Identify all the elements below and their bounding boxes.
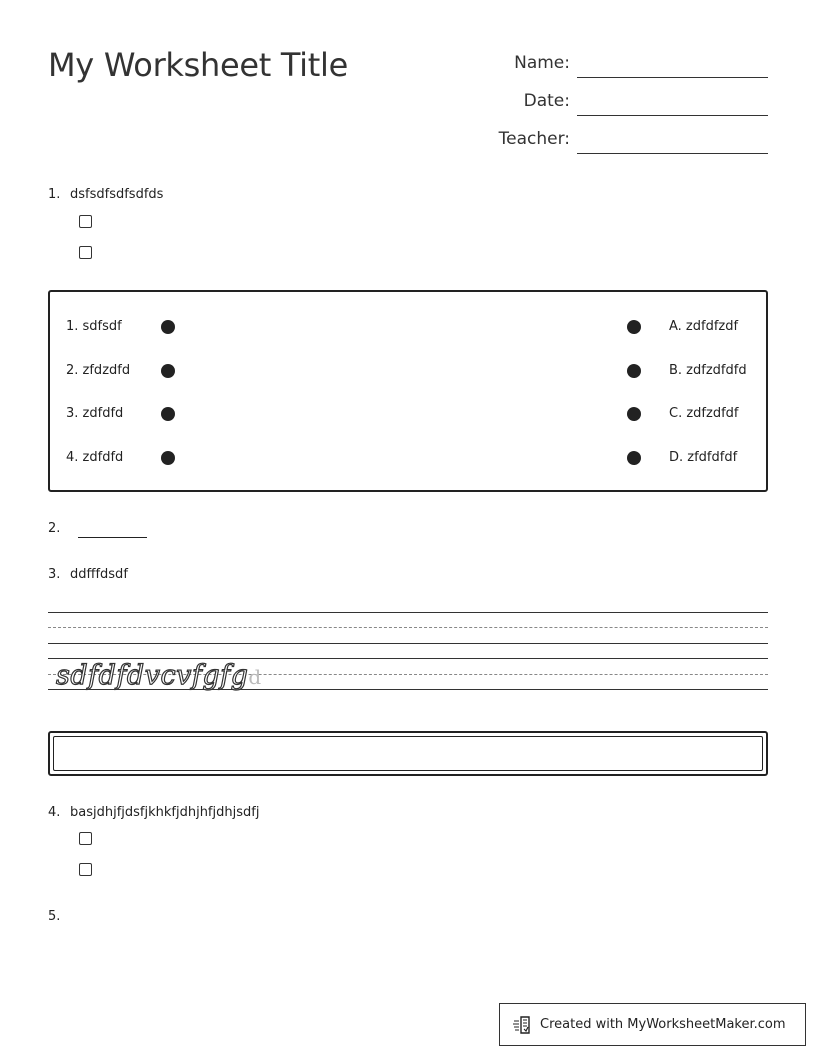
match-left-item-3: 3. zdfdfd [66, 406, 124, 421]
question-5-number: 5. [48, 909, 61, 924]
worksheet-title: My Worksheet Title [48, 46, 348, 84]
match-left-dot-4[interactable] [161, 451, 175, 465]
handwriting-base-line-1[interactable] [48, 643, 768, 644]
worksheet-maker-logo-icon [512, 1014, 534, 1036]
name-field-line[interactable] [577, 77, 768, 78]
date-field-line[interactable] [577, 115, 768, 116]
question-1-checkbox-1[interactable] [79, 215, 92, 228]
question-4-checkbox-2[interactable] [79, 863, 92, 876]
tracing-text-main: sdfdfdvcvfgfg [56, 660, 249, 691]
match-left-item-4: 4. zdfdfd [66, 450, 124, 465]
tracing-text-tail: d [248, 665, 262, 689]
match-left-dot-2[interactable] [161, 364, 175, 378]
handwriting-top-line-2 [48, 658, 768, 659]
answer-box-inner-border [53, 736, 763, 771]
handwriting-mid-line-1 [48, 627, 768, 628]
footer-badge[interactable] [499, 1003, 806, 1046]
answer-box[interactable] [48, 731, 768, 776]
match-right-item-3: C. zdfzdfdf [669, 406, 739, 421]
question-1-text: dsfsdfsdfsdfds [70, 187, 164, 202]
match-left-dot-1[interactable] [161, 320, 175, 334]
match-left-item-1: 1. sdfsdf [66, 319, 122, 334]
question-1-checkbox-2[interactable] [79, 246, 92, 259]
match-right-dot-4[interactable] [627, 451, 641, 465]
footer-text: Created with MyWorksheetMaker.com [540, 1017, 786, 1032]
match-right-dot-1[interactable] [627, 320, 641, 334]
date-label: Date: [523, 91, 570, 111]
match-right-item-1: A. zdfdfzdf [669, 319, 739, 334]
tracing-text [56, 660, 262, 691]
teacher-label: Teacher: [498, 129, 570, 149]
handwriting-top-line-1 [48, 612, 768, 613]
match-right-dot-3[interactable] [627, 407, 641, 421]
question-3-number: 3. [48, 567, 61, 582]
match-right-dot-2[interactable] [627, 364, 641, 378]
match-right-item-4: D. zfdfdfdf [669, 450, 738, 465]
question-4-text: basjdhjfjdsfjkhkfjdhjhfjdhjsdfj [70, 805, 260, 820]
teacher-field-line[interactable] [577, 153, 768, 154]
name-label: Name: [514, 53, 570, 73]
match-left-dot-3[interactable] [161, 407, 175, 421]
question-4-checkbox-1[interactable] [79, 832, 92, 845]
match-left-item-2: 2. zfdzdfd [66, 363, 131, 378]
question-1-number: 1. [48, 187, 61, 202]
question-4-number: 4. [48, 805, 61, 820]
matching-box [48, 290, 768, 492]
match-right-item-2: B. zdfzdfdfd [669, 363, 747, 378]
question-2-answer-blank[interactable] [78, 537, 147, 538]
question-2-number: 2. [48, 521, 61, 536]
question-3-text: ddfffdsdf [70, 567, 128, 582]
